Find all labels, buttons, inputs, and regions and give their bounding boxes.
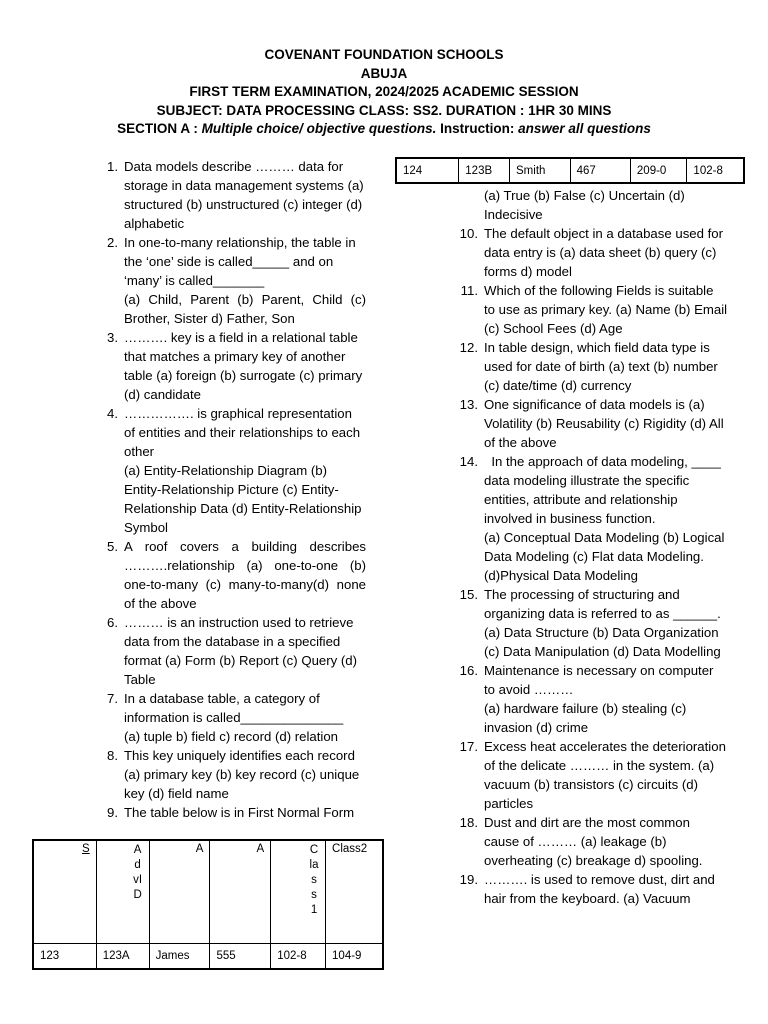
- question-number: 6.: [107, 615, 118, 630]
- question-text: In the approach of data modeling, ____ data modeling illustrate the specific entities, attribute and relationship involved in business function.: [484, 454, 725, 526]
- question-13: [456, 395, 728, 452]
- table-header-cell: A: [210, 840, 271, 944]
- question-options: (a) hardware failure (b) stealing (c) invasion (d) crime: [484, 701, 687, 735]
- question-number: 13.: [459, 397, 478, 412]
- continued-table: [395, 157, 745, 184]
- question-text: In table design, which field data type is used for date of birth (a) text (b) number (c) date/time (d) currency: [484, 340, 718, 393]
- question-15: [456, 585, 728, 661]
- question-number: 1.: [107, 159, 118, 174]
- table-cell: James: [149, 944, 210, 970]
- school-name: COVENANT FOUNDATION SCHOOLS: [264, 47, 504, 62]
- question-text: ………. is used to remove dust, dirt and hair from the keyboard. (a) Vacuum: [484, 872, 715, 906]
- question-number: 16.: [459, 663, 478, 678]
- instruction-label: Instruction:: [436, 121, 519, 136]
- table-header-row: [33, 840, 383, 944]
- question-text: Which of the following Fields is suitable to use as primary key. (a) Name (b) Email (c) School Fees (d) Age: [484, 283, 728, 336]
- table-cell: 102-8: [687, 158, 744, 183]
- section-type: Multiple choice/ objective questions.: [201, 121, 437, 136]
- question-text: Data models describe ……… data for storage in data management systems (a) structured (b) unstructured (c) integer (d) alphabetic: [124, 159, 364, 231]
- question-text: This key uniquely identifies each record (a) primary key (b) key record (c) unique key (d) field name: [124, 748, 360, 801]
- question-11: [456, 281, 728, 338]
- table-row: [33, 944, 383, 970]
- question-6: [96, 613, 366, 689]
- table-cell: 102-8: [271, 944, 326, 970]
- question-12: [456, 338, 728, 395]
- question-number: 15.: [459, 587, 478, 602]
- question-text: One significance of data models is (a) Volatility (b) Reusability (c) Rigidity (d) All of the above: [484, 397, 724, 450]
- question-options: (a) Data Structure (b) Data Organization (c) Data Manipulation (d) Data Modelling: [484, 625, 721, 659]
- question-text: A roof covers a building describes ……….relationship (a) one-to-one (b) one-to-many (c) many-to-many(d) none of the above: [124, 539, 366, 611]
- question-options: (a) Child, Parent (b) Parent, Child (c) Brother, Sister d) Father, Son: [124, 292, 366, 326]
- question-number: 11.: [460, 283, 478, 298]
- exam-title: FIRST TERM EXAMINATION, 2024/2025 ACADEMIC SESSION: [189, 84, 579, 99]
- left-question-list: [96, 157, 366, 822]
- table-header-cell: Class1: [271, 840, 326, 944]
- question-options: (a) Entity-Relationship Diagram (b) Entity-Relationship Picture (c) Entity-Relationship Data (d) Entity-Relationship Symbol: [124, 463, 362, 535]
- question-number: 17.: [459, 739, 478, 754]
- table-cell: Smith: [510, 158, 571, 183]
- question-number: 14.: [459, 454, 478, 469]
- question-1: [96, 157, 366, 233]
- question-number: 12.: [459, 340, 478, 355]
- first-normal-form-table: [32, 839, 384, 970]
- question-8: [96, 746, 366, 803]
- question-2: [96, 233, 366, 328]
- question-options: (a) Conceptual Data Modeling (b) Logical Data Modeling (c) Flat data Modeling. (d)Physical Data Modeling: [484, 530, 725, 583]
- left-question-column: [96, 157, 366, 822]
- question-text: Maintenance is necessary on computer to avoid ………: [484, 663, 714, 697]
- table-cell: 123B: [459, 158, 510, 183]
- right-question-list: [456, 224, 728, 908]
- table-cell: 123A: [96, 944, 149, 970]
- question-number: 4.: [107, 406, 118, 421]
- table-row: [396, 158, 744, 183]
- question-7: [96, 689, 366, 746]
- question-number: 8.: [107, 748, 118, 763]
- question-3: [96, 328, 366, 404]
- table-header-cell: S: [33, 840, 96, 944]
- question-text: The processing of structuring and organizing data is referred to as ______.: [484, 587, 721, 621]
- subject-line: SUBJECT: DATA PROCESSING CLASS: SS2. DURATION : 1HR 30 MINS: [156, 102, 612, 118]
- question-10: [456, 224, 728, 281]
- question-options: (a) tuple b) field c) record (d) relation: [124, 729, 339, 744]
- instruction-text: answer all questions: [518, 121, 651, 136]
- question-text: The table below is in First Normal Form: [124, 805, 355, 820]
- table-header-cell: AdvID: [96, 840, 149, 944]
- right-question-column: [456, 186, 728, 908]
- table-header-cell: Class2: [326, 840, 383, 944]
- question-text: Dust and dirt are the most common cause of ……… (a) leakage (b) overheating (c) breakage d) spooling.: [484, 815, 703, 868]
- table-cell: 555: [210, 944, 271, 970]
- table-cell: 104-9: [326, 944, 383, 970]
- question-text: In a database table, a category of information is called______________: [124, 691, 344, 725]
- question-19: [456, 870, 728, 908]
- section-line: [0, 120, 768, 139]
- question-number: 5.: [107, 539, 118, 554]
- question-number: 9.: [107, 805, 118, 820]
- question-9-options: (a) True (b) False (c) Uncertain (d) Indecisive: [484, 188, 685, 222]
- question-text: The default object in a database used for data entry is (a) data sheet (b) query (c) forms d) model: [484, 226, 724, 279]
- question-number: 2.: [107, 235, 118, 250]
- table-cell: 124: [396, 158, 459, 183]
- table-cell: 123: [33, 944, 96, 970]
- table-header-cell: A: [149, 840, 210, 944]
- question-text: ………. key is a field in a relational table that matches a primary key of another table (a) foreign (b) surrogate (c) primary (d) candidate: [124, 330, 363, 402]
- question-5: [96, 537, 366, 613]
- question-9: [96, 803, 366, 822]
- question-text: ……… is an instruction used to retrieve data from the database in a specified format (a) Form (b) Report (c) Query (d) Table: [124, 615, 358, 687]
- question-14: [456, 452, 728, 585]
- question-text: In one-to-many relationship, the table in the ‘one’ side is called_____ and on ‘many’ is called_______: [124, 235, 356, 288]
- question-text: ……………. is graphical representation of entities and their relationships to each other: [124, 406, 361, 459]
- question-16: [456, 661, 728, 737]
- table-cell: 467: [570, 158, 630, 183]
- question-number: 3.: [107, 330, 118, 345]
- table-cell: 209-0: [630, 158, 687, 183]
- question-4: [96, 404, 366, 537]
- section-prefix: SECTION A :: [117, 121, 202, 136]
- question-18: [456, 813, 728, 870]
- question-number: 18.: [459, 815, 478, 830]
- exam-header: [0, 46, 768, 139]
- question-number: 7.: [107, 691, 118, 706]
- question-number: 19.: [459, 872, 478, 887]
- question-text: Excess heat accelerates the deterioration of the delicate ……… in the system. (a) vacuum (b) transistors (c) circuits (d) particles: [484, 739, 726, 811]
- school-city: ABUJA: [360, 65, 408, 81]
- question-number: 10.: [459, 226, 478, 241]
- question-17: [456, 737, 728, 813]
